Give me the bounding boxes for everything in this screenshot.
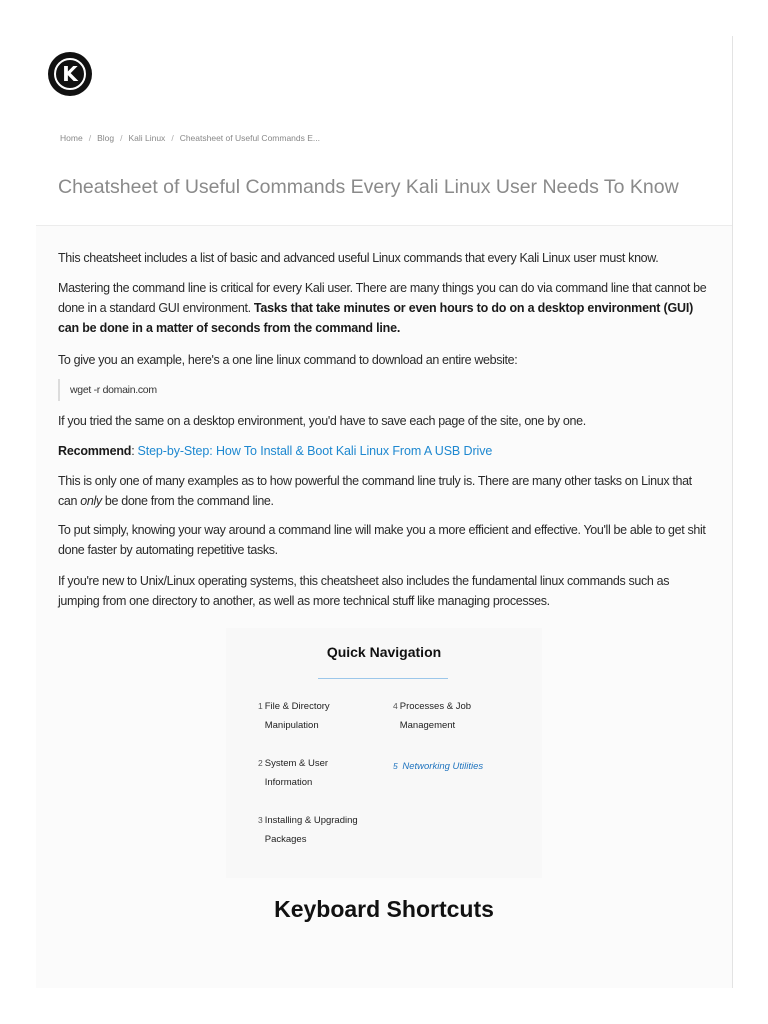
breadcrumb-separator: /: [88, 133, 92, 143]
toc-number: 1: [258, 701, 263, 711]
toc-item-file-directory[interactable]: [258, 697, 378, 735]
code-block: wget -r domain.com: [58, 379, 157, 401]
article-body: [36, 226, 732, 988]
mastering-bold-text: Tasks that take minutes or even hours to do on a desktop environment (GUI) can be done in a matter of seconds from the command line.: [58, 301, 694, 335]
recommend-paragraph: [58, 441, 712, 461]
examples-emphasis: only: [80, 494, 102, 508]
examples-paragraph: [58, 471, 712, 511]
desktop-paragraph: If you tried the same on a desktop environment, you'd have to save each page of the site, one by one.: [58, 414, 586, 428]
section-heading: Keyboard Shortcuts: [274, 896, 494, 922]
efficiency-paragraph: To put simply, knowing your way around a command line will make you a more efficient and effective. You'll be able to get shit done faster by automating repetitive tasks.: [58, 523, 706, 557]
mastering-text: Mastering the command line is critical for every Kali user. There are many things you can do via command line that cannot be done in a standard GUI environment.: [58, 281, 707, 315]
mastering-paragraph: [58, 278, 712, 338]
logo-k-icon: [54, 58, 86, 90]
quick-navigation-title: Quick Navigation: [326, 644, 442, 660]
breadcrumb-separator: /: [120, 133, 123, 143]
newcomer-paragraph: If you're new to Unix/Linux operating systems, this cheatsheet also includes the fundamental linux commands such as jumping from one directory to another, as well as more technical stuff like managing processes.: [58, 574, 670, 608]
toc-label: Installing & Upgrading Packages: [264, 815, 358, 845]
recommend-link[interactable]: Step-by-Step: How To Install & Boot Kali Linux From A USB Drive: [137, 444, 493, 458]
toc-number: 3: [258, 815, 263, 825]
toc-label: Processes & Job Management: [399, 701, 472, 731]
breadcrumb: [60, 133, 320, 143]
toc-number: 4: [393, 701, 398, 711]
breadcrumb-home[interactable]: Home: [60, 133, 83, 143]
toc-label: File & Directory Manipulation: [264, 701, 330, 731]
examples-text-a: This is only one of many examples as to how powerful the command line truly is. There are many other tasks on Linux that can: [58, 474, 692, 508]
toc-label: System & User Information: [264, 758, 329, 788]
site-header: [36, 0, 732, 226]
recommend-colon: :: [131, 444, 135, 458]
toc-item-processes-jobs[interactable]: [393, 697, 513, 735]
breadcrumb-kali-linux[interactable]: Kali Linux: [128, 133, 166, 143]
toc-item-system-user[interactable]: [258, 754, 378, 792]
divider: [732, 36, 733, 988]
example-paragraph: To give you an example, here's a one line linux command to download an entire website:: [58, 353, 518, 367]
page-title: Cheatsheet of Useful Commands Every Kali Linux User Needs To Know: [58, 176, 679, 198]
breadcrumb-current: Cheatsheet of Useful Commands E...: [179, 133, 321, 143]
toc-item-networking[interactable]: [393, 757, 513, 776]
breadcrumb-separator: /: [171, 133, 174, 143]
recommend-label: Recommend: [58, 444, 132, 458]
intro-paragraph: This cheatsheet includes a list of basic and advanced useful Linux commands that every Kali Linux user must know.: [58, 251, 659, 265]
toc-number: 5: [393, 761, 398, 771]
site-logo[interactable]: [48, 52, 92, 96]
logo-letter: K: [62, 62, 78, 86]
toc-item-installing-upgrading[interactable]: [258, 811, 378, 849]
breadcrumb-blog[interactable]: Blog: [97, 133, 115, 143]
quick-navigation-box: [226, 628, 542, 878]
toc-number: 2: [258, 758, 263, 768]
toc-label: Networking Utilities: [402, 761, 484, 772]
examples-text-b: be done from the command line.: [101, 494, 274, 508]
quick-navigation-underline: [318, 678, 448, 679]
